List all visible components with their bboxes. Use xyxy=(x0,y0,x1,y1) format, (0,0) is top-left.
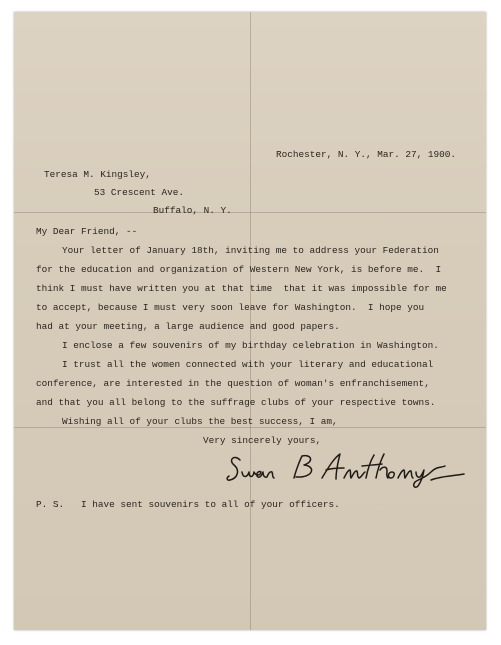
body-line-8: conference, are interested in the question of woman's enfranchisement, xyxy=(36,378,430,389)
body-line-10: Wishing all of your clubs the best success, I am, xyxy=(62,416,338,427)
body-line-2: for the education and organization of Western New York, is before me. I xyxy=(36,264,442,275)
body-line-5: had at your meeting, a large audience and good papers. xyxy=(36,321,340,332)
letter-sheet xyxy=(14,12,486,630)
body-line-3: think I must have written you at that time that it was impossible for me xyxy=(36,283,447,294)
handwritten-signature xyxy=(226,446,466,490)
recipient-name: Teresa M. Kingsley, xyxy=(44,169,151,180)
salutation: My Dear Friend, -- xyxy=(36,226,138,237)
body-line-7: I trust all the women connected with your literary and educational xyxy=(62,359,434,370)
body-line-6: I enclose a few souvenirs of my birthday celebration in Washington. xyxy=(62,340,439,351)
postscript: P. S. I have sent souvenirs to all of your officers. xyxy=(36,499,340,510)
recipient-street: 53 Crescent Ave. xyxy=(94,187,185,198)
body-line-1: Your letter of January 18th, inviting me to address your Federation xyxy=(62,245,439,256)
closing: Very sincerely yours, xyxy=(203,435,322,446)
body-line-4: to accept, because I must very soon leave for Washington. I hope you xyxy=(36,302,425,313)
recipient-city: Buffalo, N. Y. xyxy=(153,205,232,216)
body-line-9: and that you all belong to the suffrage clubs of your respective towns. xyxy=(36,397,436,408)
fold-crease-upper xyxy=(14,212,486,213)
fold-crease-lower xyxy=(14,427,486,428)
dateline: Rochester, N. Y., Mar. 27, 1900. xyxy=(276,149,457,160)
